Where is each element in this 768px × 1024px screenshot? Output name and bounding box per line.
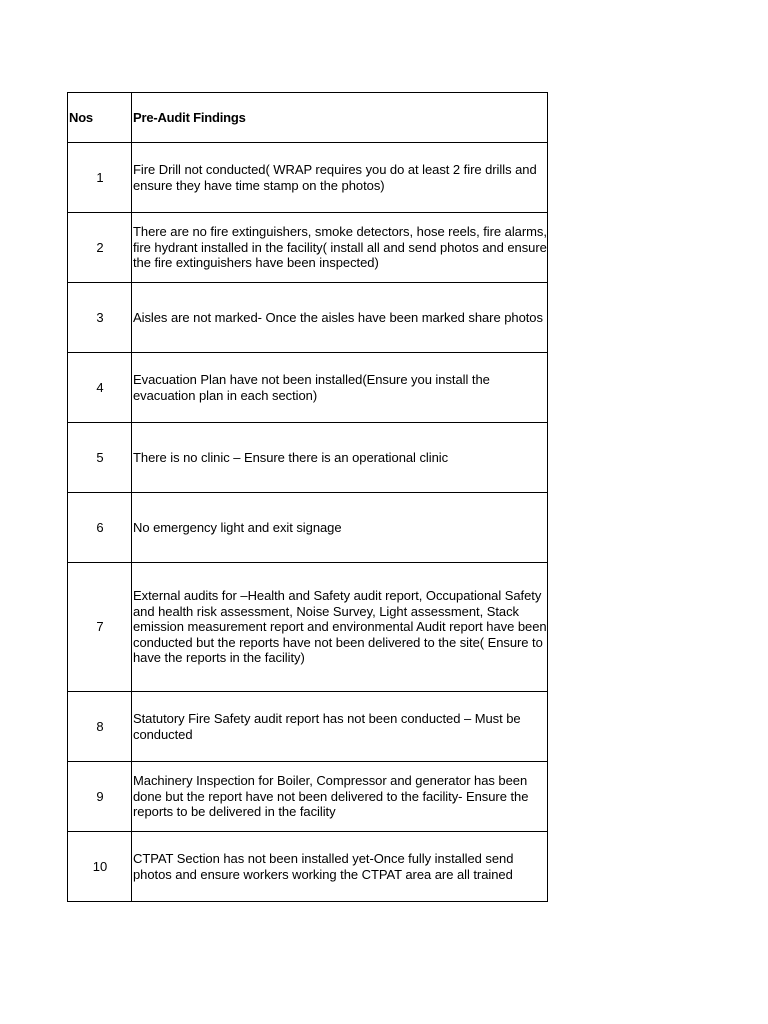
row-number: 4 — [68, 353, 132, 423]
table-header-row — [68, 93, 548, 143]
table-row — [68, 213, 548, 283]
table-row — [68, 563, 548, 692]
table-row — [68, 283, 548, 353]
column-header-nos: Nos — [68, 93, 132, 143]
finding-text: There are no fire extinguishers, smoke detectors, hose reels, fire alarms, fire hydrant installed in the facility( install all and send photos and ensure the fire extinguishers have been inspected) — [132, 213, 548, 283]
row-number: 2 — [68, 213, 132, 283]
column-header-findings: Pre-Audit Findings — [132, 93, 548, 143]
finding-text: Aisles are not marked- Once the aisles have been marked share photos — [132, 283, 548, 353]
row-number: 3 — [68, 283, 132, 353]
row-number: 7 — [68, 563, 132, 692]
row-number: 6 — [68, 493, 132, 563]
finding-text: Evacuation Plan have not been installed(Ensure you install the evacuation plan in each section) — [132, 353, 548, 423]
row-number: 10 — [68, 832, 132, 902]
table-row — [68, 493, 548, 563]
row-number: 9 — [68, 762, 132, 832]
finding-text: Statutory Fire Safety audit report has not been conducted – Must be conducted — [132, 692, 548, 762]
pre-audit-findings-table — [67, 92, 548, 902]
finding-text: No emergency light and exit signage — [132, 493, 548, 563]
table-row — [68, 832, 548, 902]
row-number: 5 — [68, 423, 132, 493]
table-row — [68, 423, 548, 493]
row-number: 8 — [68, 692, 132, 762]
finding-text: External audits for –Health and Safety audit report, Occupational Safety and health risk assessment, Noise Survey, Light assessment, Stack emission measurement report and environmental Audit report have been conducted but the reports have not been delivered to the site( Ensure to have the reports in the facility) — [132, 563, 548, 692]
table-row — [68, 762, 548, 832]
row-number: 1 — [68, 143, 132, 213]
finding-text: There is no clinic – Ensure there is an operational clinic — [132, 423, 548, 493]
finding-text: CTPAT Section has not been installed yet-Once fully installed send photos and ensure workers working the CTPAT area are all trained — [132, 832, 548, 902]
table-row — [68, 353, 548, 423]
finding-text: Fire Drill not conducted( WRAP requires you do at least 2 fire drills and ensure they have time stamp on the photos) — [132, 143, 548, 213]
finding-text: Machinery Inspection for Boiler, Compressor and generator has been done but the report have not been delivered to the facility- Ensure the reports to be delivered in the facility — [132, 762, 548, 832]
table-row — [68, 692, 548, 762]
table-row — [68, 143, 548, 213]
